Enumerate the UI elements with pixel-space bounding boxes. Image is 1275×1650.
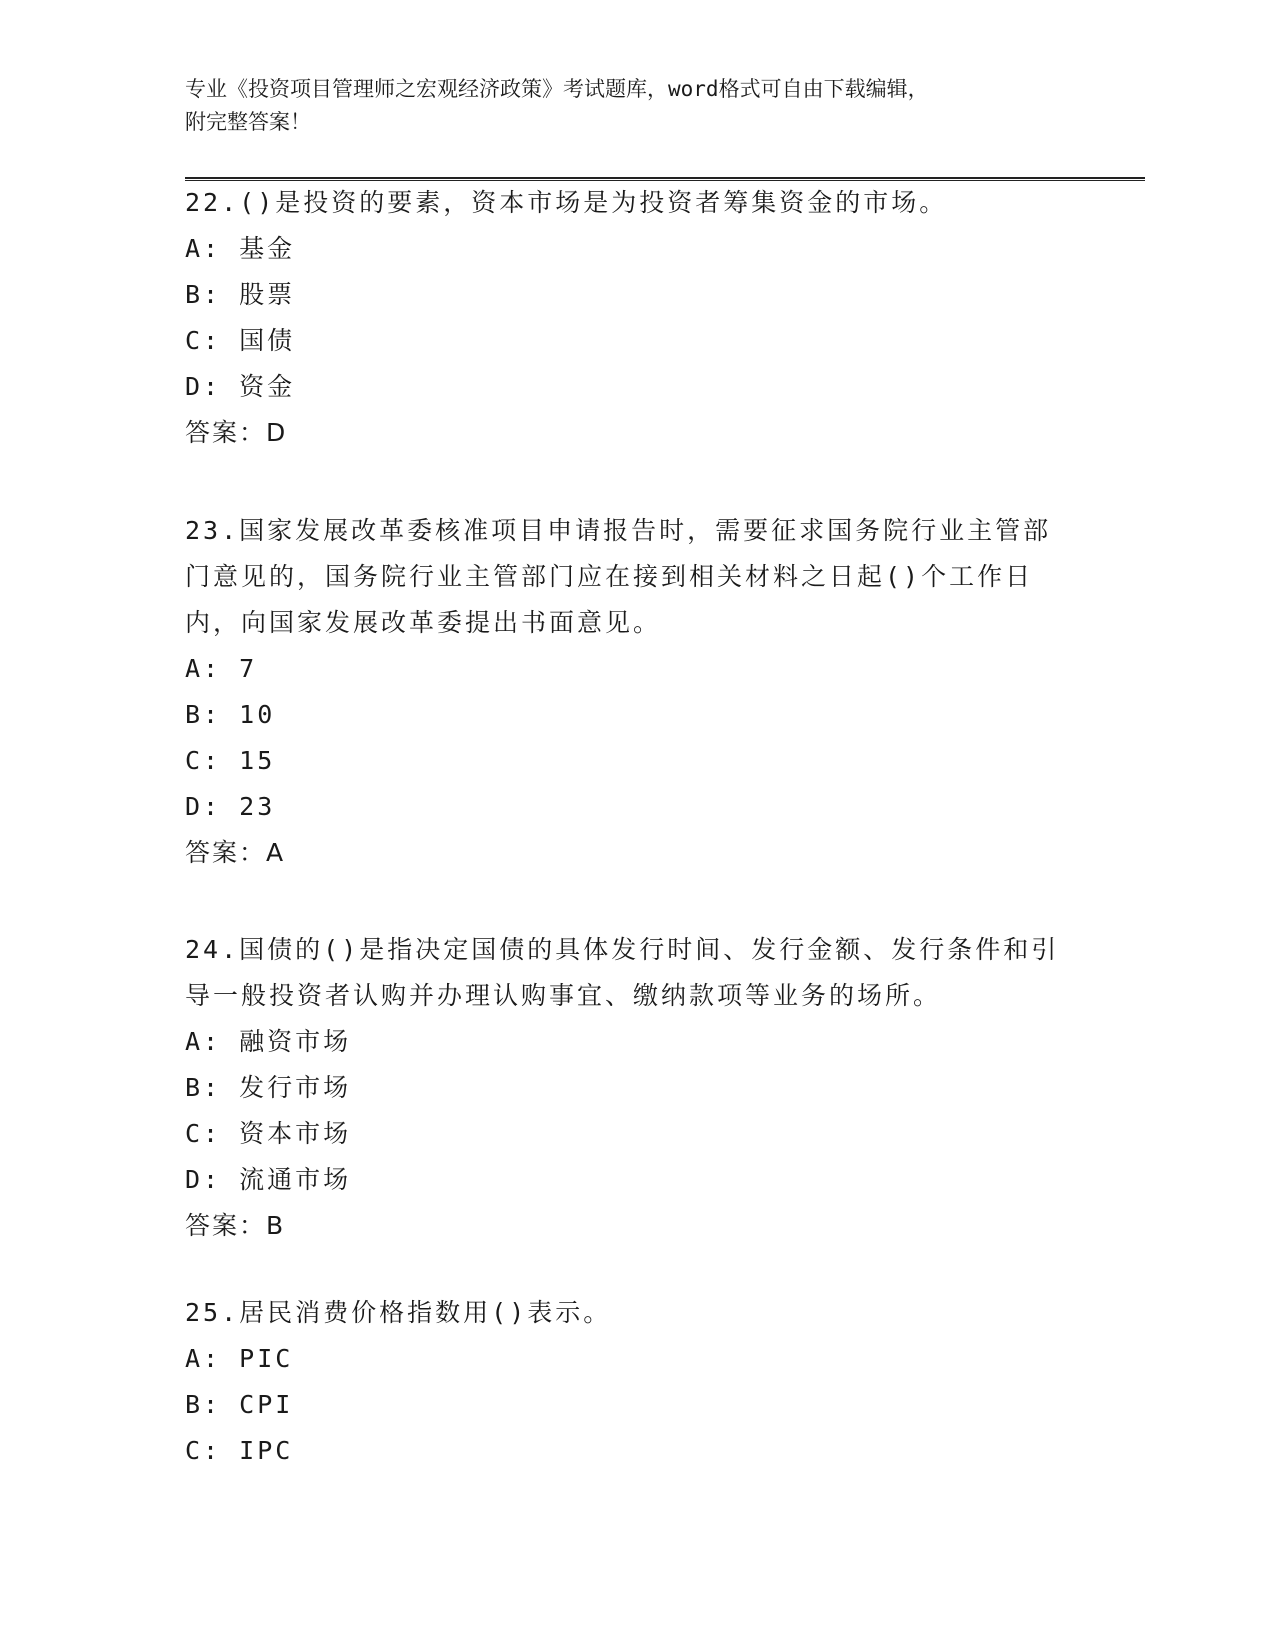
question-25 (185, 1290, 1065, 1474)
question-24 (185, 927, 1065, 1249)
question-23 (185, 508, 1065, 876)
question-stem: 25.居民消费价格指数用()表示。 (185, 1298, 612, 1327)
option-d: D: 资金 (185, 372, 296, 401)
question-22 (185, 180, 1065, 456)
question-stem: 24.国债的()是指决定国债的具体发行时间、发行金额、发行条件和引 (185, 935, 1060, 964)
option-c: C: 15 (185, 746, 276, 775)
option-c: C: IPC (185, 1436, 294, 1465)
option-a: A: 基金 (185, 234, 296, 263)
header-line: 附完整答案！ (185, 110, 311, 134)
answer: 答案：D (185, 418, 288, 447)
option-b: B: 10 (185, 700, 276, 729)
document-header (185, 73, 1085, 139)
option-d: D: 23 (185, 792, 276, 821)
option-a: A: 7 (185, 654, 258, 683)
option-b: B: CPI (185, 1390, 294, 1419)
answer: 答案：A (185, 838, 286, 867)
question-stem: 22.()是投资的要素，资本市场是为投资者筹集资金的市场。 (185, 188, 948, 217)
option-c: C: 资本市场 (185, 1119, 352, 1148)
question-stem: 内，向国家发展改革委提出书面意见。 (185, 608, 662, 637)
option-b: B: 股票 (185, 280, 296, 309)
question-stem: 导一般投资者认购并办理认购事宜、缴纳款项等业务的场所。 (185, 981, 942, 1010)
option-b: B: 发行市场 (185, 1073, 352, 1102)
option-d: D: 流通市场 (185, 1165, 352, 1194)
question-stem: 23.国家发展改革委核准项目申请报告时，需要征求国务院行业主管部 (185, 516, 1052, 545)
option-a: A: PIC (185, 1344, 294, 1373)
answer: 答案：B (185, 1211, 286, 1240)
option-c: C: 国债 (185, 326, 296, 355)
question-stem: 门意见的，国务院行业主管部门应在接到相关材料之日起()个工作日 (185, 562, 1034, 591)
option-a: A: 融资市场 (185, 1027, 352, 1056)
header-line: 专业《投资项目管理师之宏观经济政策》考试题库，word格式可自由下载编辑， (185, 77, 929, 101)
